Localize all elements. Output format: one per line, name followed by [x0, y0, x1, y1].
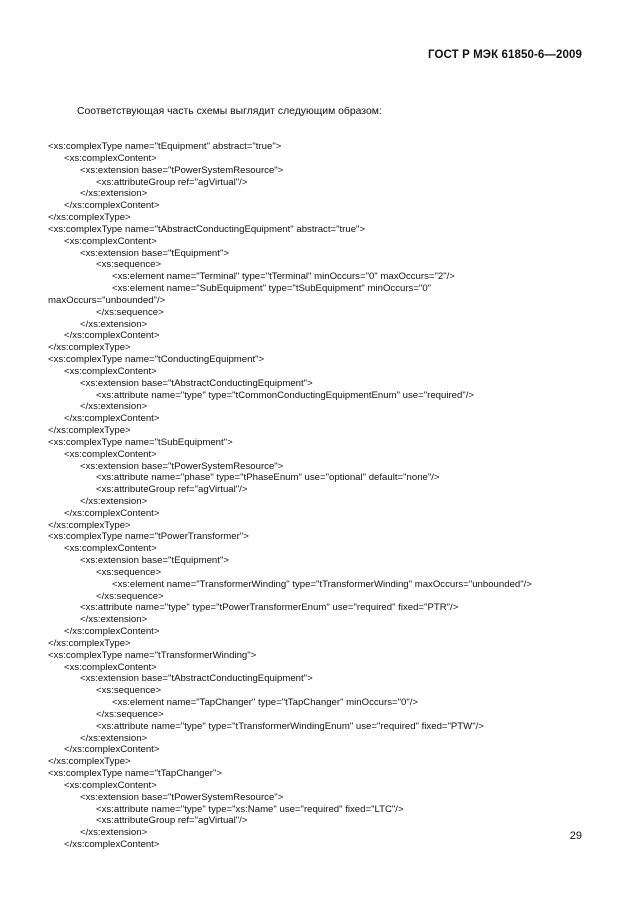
code-line: <xs:attribute name="type" type="tPowerTransformerEnum" use="required" fixed="PTR"/>	[80, 602, 459, 614]
code-line: </xs:complexType>	[48, 212, 131, 224]
code-line: </xs:complexType>	[48, 519, 131, 531]
code-line: <xs:complexType name="tConductingEquipment">	[48, 354, 265, 366]
code-line: </xs:complexContent>	[64, 413, 160, 425]
code-line: <xs:element name="TapChanger" type="tTapChanger" minOccurs="0"/>	[112, 697, 419, 709]
code-line: </xs:complexType>	[48, 756, 131, 768]
code-line: </xs:complexType>	[48, 342, 131, 354]
code-line: <xs:extension base="tPowerSystemResource">	[80, 164, 284, 176]
code-line: </xs:complexContent>	[64, 200, 160, 212]
code-line: </xs:complexType>	[48, 425, 131, 437]
code-line: <xs:attributeGroup ref="agVirtual"/>	[96, 176, 248, 188]
code-line: </xs:extension>	[80, 318, 148, 330]
code-line: <xs:complexContent>	[64, 543, 157, 555]
code-line: <xs:complexContent>	[64, 448, 157, 460]
code-line: <xs:element name="SubEquipment" type="tSubEquipment" minOccurs="0"	[112, 283, 432, 295]
code-line: </xs:extension>	[80, 827, 148, 839]
code-line: <xs:attribute name="type" type="xs:Name" use="required" fixed="LTC"/>	[96, 803, 404, 815]
code-line: <xs:attribute name="phase" type="tPhaseEnum" use="optional" default="none"/>	[96, 472, 440, 484]
code-line: <xs:complexContent>	[64, 365, 157, 377]
code-line: <xs:complexContent>	[64, 661, 157, 673]
code-line: <xs:complexContent>	[64, 235, 157, 247]
code-line: maxOccurs="unbounded"/>	[48, 294, 166, 306]
code-line: <xs:extension base="tPowerSystemResource">	[80, 791, 284, 803]
intro-paragraph: Соответствующая часть схемы выглядит следующим образом:	[77, 105, 382, 117]
code-line: </xs:extension>	[80, 732, 148, 744]
page-number: 29	[569, 830, 582, 842]
code-line: </xs:sequence>	[96, 590, 164, 602]
code-line: <xs:element name="TransformerWinding" type="tTransformerWinding" maxOccurs="unbounded"/>	[112, 578, 532, 590]
code-line: <xs:element name="Terminal" type="tTerminal" minOccurs="0" maxOccurs="2"/>	[112, 271, 455, 283]
code-line: <xs:complexType name="tTransformerWinding">	[48, 649, 257, 661]
code-line: <xs:complexType name="tSubEquipment">	[48, 436, 233, 448]
code-line: <xs:complexType name="tPowerTransformer">	[48, 531, 249, 543]
code-line: <xs:sequence>	[96, 566, 162, 578]
code-line: <xs:extension base="tAbstractConductingEquipment">	[80, 377, 313, 389]
code-line: <xs:attribute name="type" type="tCommonConductingEquipmentEnum" use="required"/>	[96, 389, 475, 401]
code-line: <xs:complexContent>	[64, 152, 157, 164]
document-header: ГОСТ Р МЭК 61850-6—2009	[428, 49, 582, 61]
code-line: <xs:extension base="tEquipment">	[80, 247, 229, 259]
code-line: <xs:sequence>	[96, 685, 162, 697]
code-line: </xs:extension>	[80, 614, 148, 626]
code-line: </xs:complexContent>	[64, 626, 160, 638]
code-line: <xs:attributeGroup ref="agVirtual"/>	[96, 484, 248, 496]
code-line: </xs:extension>	[80, 495, 148, 507]
code-line: </xs:complexContent>	[64, 507, 160, 519]
code-line: <xs:extension base="tPowerSystemResource">	[80, 460, 284, 472]
page-body	[48, 82, 593, 863]
code-line: <xs:attributeGroup ref="agVirtual"/>	[96, 815, 248, 827]
code-line: </xs:extension>	[80, 188, 148, 200]
code-line: </xs:sequence>	[96, 708, 164, 720]
code-line: </xs:complexContent>	[64, 330, 160, 342]
code-line: </xs:complexType>	[48, 637, 131, 649]
code-line: </xs:complexContent>	[64, 744, 160, 756]
code-line: </xs:complexContent>	[64, 839, 160, 850]
code-line: <xs:complexType name="tTapChanger">	[48, 768, 222, 780]
code-line: </xs:sequence>	[96, 306, 164, 318]
code-line: <xs:complexContent>	[64, 779, 157, 791]
code-line: </xs:extension>	[80, 401, 148, 413]
code-line: <xs:attribute name="type" type="tTransformerWindingEnum" use="required" fixed="PTW"/>	[96, 720, 484, 732]
code-line: <xs:extension base="tAbstractConductingEquipment">	[80, 673, 313, 685]
code-line: <xs:sequence>	[96, 259, 162, 271]
code-line: <xs:complexType name="tEquipment" abstract="true">	[48, 141, 282, 153]
code-line: <xs:extension base="tEquipment">	[80, 555, 229, 567]
xml-schema-listing	[48, 141, 593, 851]
code-line: <xs:complexType name="tAbstractConductingEquipment" abstract="true">	[48, 223, 366, 235]
